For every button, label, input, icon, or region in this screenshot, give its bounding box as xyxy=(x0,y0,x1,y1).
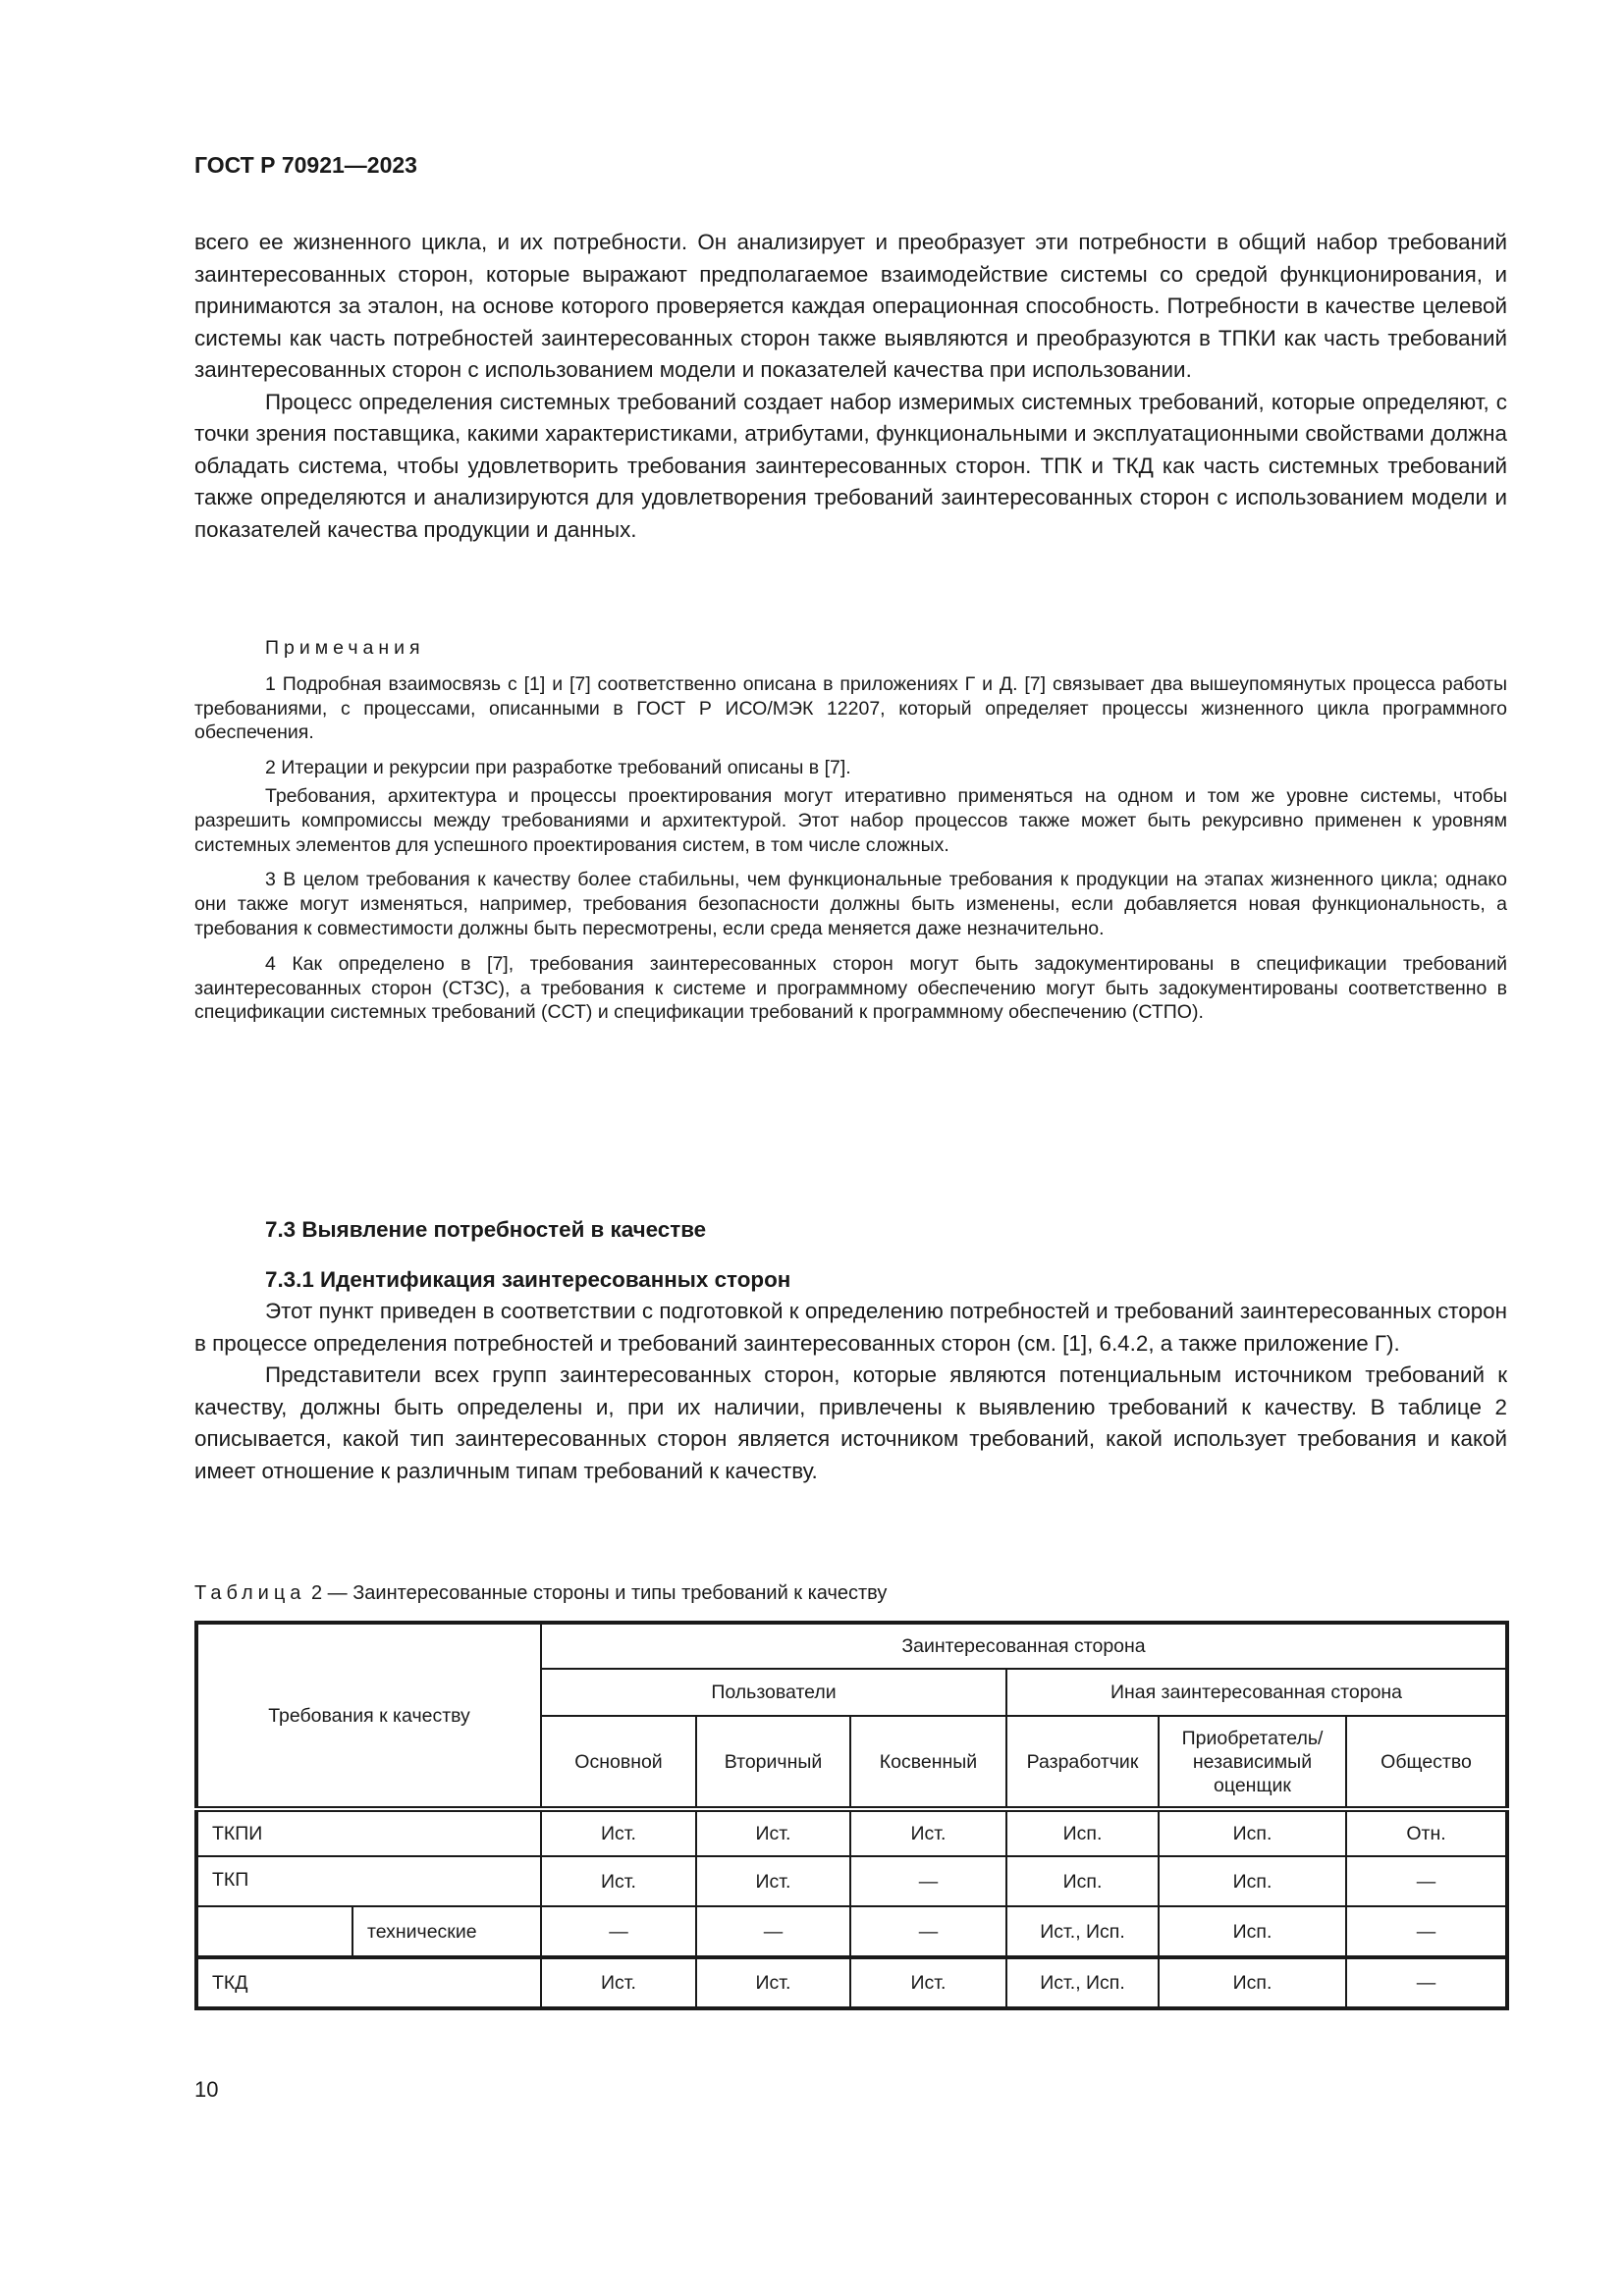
note-item: 4 Как определено в [7], требования заинтересованных сторон могут быть задокументированы в спецификации требований заинтересованных сторон (СТЗС), а требования к системе и программному обеспечению могут быть задокументированы соответственно в спецификации системных требований (ССТ) и спецификации требований к программному обеспечению (СТПО). xyxy=(194,952,1507,1024)
table-cell: Ист. xyxy=(696,1957,850,2008)
table-cell: — xyxy=(850,1906,1006,1957)
notes-title: Примечания xyxy=(265,637,425,659)
table-cell: Ист. xyxy=(541,1856,696,1906)
note-item: 1 Подробная взаимосвязь с [1] и [7] соответственно описана в приложениях Г и Д. [7] связывает два вышеупомянутых процесса работы требованиями, с процессами, описанными в ГОСТ Р ИСО/МЭК 12207, который определяет процессы жизненного цикла программного обеспечения. xyxy=(194,672,1507,744)
row-label-empty xyxy=(196,1906,352,1957)
row-sublabel: технические xyxy=(352,1906,541,1957)
column-header: Косвенный xyxy=(850,1716,1006,1809)
note-item: 2 Итерации и рекурсии при разработке требований описаны в [7]. xyxy=(265,757,851,779)
table-cell: Исп. xyxy=(1006,1856,1159,1906)
header-other-stakeholders: Иная заинтересованная сторона xyxy=(1006,1669,1507,1716)
table-cell: — xyxy=(696,1906,850,1957)
table-cell: Ист. xyxy=(850,1957,1006,2008)
column-header: Приобретатель/ независимый оценщик xyxy=(1159,1716,1346,1809)
paragraph: Представители всех групп заинтересованных сторон, которые являются потенциальным источником требований к качеству, должны быть определены и, при их наличии, привлечены к выявлению требований к качеству. В таблице 2 описывается, какой тип заинтересованных сторон является источником требований, какой использует требования и какой имеет отношение к различным типам требований к качеству. xyxy=(194,1362,1507,1483)
row-label: ТКД xyxy=(196,1957,541,2008)
paragraph: Этот пункт приведен в соответствии с подготовкой к определению потребностей и требований заинтересованных сторон в процессе определения потребностей и требований заинтересованных сторон (см. [1], 6.4.2, а также приложение Г). xyxy=(194,1299,1507,1356)
table-cell: Исп. xyxy=(1159,1809,1346,1856)
table-cell: Ист. xyxy=(541,1957,696,2008)
row-label: ТКПИ xyxy=(196,1809,541,1856)
paragraph: Процесс определения системных требований создает набор измеримых системных требований, которые определяют, с точки зрения поставщика, какими характеристиками, атрибутами, функциональными и эксплуатационными свойствами должна обладать система, чтобы удовлетворить требования заинтересованных сторон. ТПК и ТКД как часть системных требований также определяются и анализируются для удовлетворения требований заинтересованных сторон с использованием модели и показателей качества продукции и данных. xyxy=(194,389,1507,542)
table-cell: — xyxy=(850,1856,1006,1906)
section-heading: 7.3 Выявление потребностей в качестве xyxy=(265,1217,707,1242)
table-cell: Исп. xyxy=(1159,1856,1346,1906)
table-row xyxy=(196,1856,1507,1906)
intro-paragraphs xyxy=(194,227,1507,546)
column-header: Разработчик xyxy=(1006,1716,1159,1809)
table-cell: — xyxy=(1346,1906,1507,1957)
table-cell: Ист. xyxy=(696,1809,850,1856)
table-cell: Исп. xyxy=(1006,1809,1159,1856)
column-header: Основной xyxy=(541,1716,696,1809)
note-item: 3 В целом требования к качеству более стабильны, чем функциональные требования к продукции на этапах жизненного цикла; однако они также могут изменяться, например, требования безопасности должны быть изменены, если добавляется новая функциональность, а требования к совместимости должны быть пересмотрены, если среда меняется даже незначительно. xyxy=(194,869,1507,939)
table-caption-text: 2 — Заинтересованные стороны и типы требований к качеству xyxy=(310,1582,888,1604)
note-item: Требования, архитектура и процессы проектирования могут итеративно применяться на одном и том же уровне системы, чтобы разрешить компромиссы между требованиями и архитектурой. Этот набор процессов также может быть рекурсивно применен к уровням системных элементов для успешного проектирования систем, в том числе сложных. xyxy=(194,784,1507,856)
table-cell: Отн. xyxy=(1346,1809,1507,1856)
table-cell: — xyxy=(1346,1856,1507,1906)
table-cell: — xyxy=(541,1906,696,1957)
table-caption xyxy=(194,1582,1507,1605)
paragraph: всего ее жизненного цикла, и их потребности. Он анализирует и преобразует эти потребности в общий набор требований заинтересованных сторон, которые выражают предполагаемое взаимодействие системы со средой функционирования, и принимаются за эталон, на основе которого проверяется каждая операционная способность. Потребности в качестве целевой системы как часть потребностей заинтересованных сторон также выявляются и преобразуются в ТПКИ как часть требований заинтересованных сторон с использованием модели и показателей качества при использовании. xyxy=(194,230,1507,382)
section-7-3 xyxy=(194,1214,1507,1487)
column-header: Вторичный xyxy=(696,1716,850,1809)
table-caption-label: Таблица xyxy=(194,1582,306,1604)
header-quality-requirements: Требования к качеству xyxy=(196,1623,541,1809)
stakeholders-table xyxy=(194,1621,1509,2010)
page-number: 10 xyxy=(194,2077,219,2102)
table-cell: Ист., Исп. xyxy=(1006,1906,1159,1957)
table-cell: Ист. xyxy=(541,1809,696,1856)
table-row xyxy=(196,1957,1507,2008)
table-row xyxy=(196,1809,1507,1856)
table-cell: Исп. xyxy=(1159,1906,1346,1957)
table-row xyxy=(196,1906,1507,1957)
table-cell: Исп. xyxy=(1159,1957,1346,2008)
table-cell: Ист., Исп. xyxy=(1006,1957,1159,2008)
table-cell: — xyxy=(1346,1957,1507,2008)
column-header: Общество xyxy=(1346,1716,1507,1809)
table-cell: Ист. xyxy=(696,1856,850,1906)
row-label: ТКП xyxy=(196,1856,541,1906)
header-users: Пользователи xyxy=(541,1669,1006,1716)
subsection-heading: 7.3.1 Идентификация заинтересованных сторон xyxy=(265,1266,791,1292)
table-cell: Ист. xyxy=(850,1809,1006,1856)
document-code-header: ГОСТ Р 70921—2023 xyxy=(194,152,417,178)
notes-block xyxy=(194,636,1507,1025)
header-stakeholder-group: Заинтересованная сторона xyxy=(541,1623,1507,1669)
